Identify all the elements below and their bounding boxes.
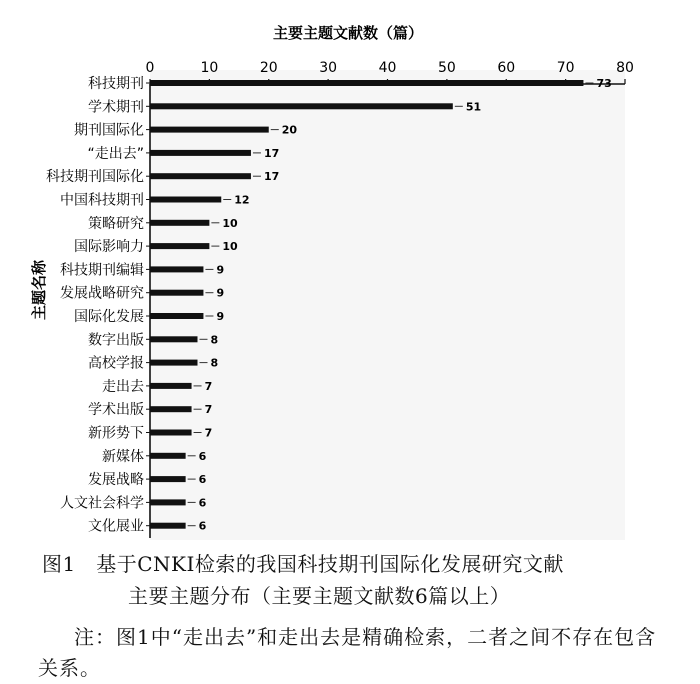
bar bbox=[150, 453, 186, 459]
figure-caption-line-2: 主要主题分布（主要主题文献数6篇以上） bbox=[128, 584, 511, 608]
value-label: 51 bbox=[465, 100, 482, 114]
value-label: 8 bbox=[210, 333, 219, 347]
value-label: 10 bbox=[222, 216, 238, 230]
category-label: 学术期刊 bbox=[88, 99, 144, 116]
category-label: 科技期刊国际化 bbox=[46, 169, 144, 186]
bar bbox=[150, 220, 209, 226]
x-tick-label: 20 bbox=[259, 60, 278, 76]
bar bbox=[150, 383, 192, 389]
value-label: 7 bbox=[204, 379, 213, 393]
value-label: 10 bbox=[222, 240, 238, 254]
value-label: 9 bbox=[216, 286, 225, 300]
x-tick-label: 50 bbox=[437, 60, 456, 76]
category-label: 发展战略研究 bbox=[60, 285, 144, 302]
category-label: 新媒体 bbox=[102, 448, 144, 465]
value-label: 7 bbox=[204, 426, 213, 440]
value-label: 7 bbox=[204, 403, 213, 417]
x-tick-label: 40 bbox=[378, 60, 397, 76]
category-label: 学术出版 bbox=[88, 402, 144, 419]
category-label: 科技期刊编辑 bbox=[60, 262, 144, 279]
x-tick-label: 80 bbox=[616, 60, 634, 76]
category-label: 策略研究 bbox=[88, 215, 144, 232]
figure-caption-line-1: 图1 基于CNKI检索的我国科技期刊国际化发展研究文献 bbox=[42, 552, 564, 576]
x-tick-label: 30 bbox=[319, 60, 338, 76]
category-labels bbox=[46, 75, 144, 535]
x-tick-label: 60 bbox=[497, 60, 516, 76]
bar bbox=[150, 173, 251, 179]
category-label: 期刊国际化 bbox=[74, 122, 144, 139]
category-label: 文化展业 bbox=[88, 518, 144, 535]
chart-title: 主要主题文献数（篇） bbox=[272, 24, 424, 42]
category-label: 科技期刊 bbox=[88, 76, 144, 92]
bar bbox=[150, 243, 209, 249]
x-tick-label: 70 bbox=[556, 60, 575, 76]
value-label: 17 bbox=[263, 146, 280, 160]
bar bbox=[150, 313, 203, 319]
value-label: 6 bbox=[198, 449, 207, 463]
bar bbox=[150, 499, 186, 505]
category-label: 中国科技期刊 bbox=[60, 192, 144, 209]
bar bbox=[150, 476, 186, 482]
bar bbox=[150, 266, 203, 272]
category-label: 数字出版 bbox=[88, 332, 144, 349]
category-label: 国际影响力 bbox=[74, 239, 144, 256]
category-label: 走出去 bbox=[102, 378, 144, 395]
category-label: 国际化发展 bbox=[74, 309, 144, 325]
value-label: 9 bbox=[216, 310, 225, 323]
value-label: 6 bbox=[198, 496, 207, 510]
bar bbox=[150, 360, 198, 366]
plot-area bbox=[150, 70, 625, 540]
value-label: 73 bbox=[596, 77, 612, 90]
y-axis-label: 主题名称 bbox=[30, 259, 48, 321]
category-label: 发展战略 bbox=[88, 472, 144, 489]
bar bbox=[150, 406, 192, 412]
value-label: 9 bbox=[216, 263, 225, 277]
figure-note: 注：图1中“走出去”和走出去是精确检索，二者之间不存在包含关系。 bbox=[38, 625, 657, 680]
bar bbox=[150, 80, 583, 86]
value-label: 6 bbox=[198, 473, 207, 487]
x-tick-label: 0 bbox=[145, 60, 155, 76]
value-label: 17 bbox=[263, 170, 280, 184]
category-label: 新形势下 bbox=[88, 425, 144, 442]
value-label: 8 bbox=[210, 356, 219, 370]
x-tick-label: 10 bbox=[200, 60, 219, 76]
bar bbox=[150, 523, 186, 529]
bar bbox=[150, 197, 221, 203]
bar bbox=[150, 290, 203, 296]
bar bbox=[150, 103, 453, 109]
bar bbox=[150, 150, 251, 156]
bar bbox=[150, 127, 269, 133]
value-label: 12 bbox=[234, 193, 250, 207]
value-label: 6 bbox=[198, 519, 207, 533]
bar bbox=[150, 336, 198, 342]
bar bbox=[150, 430, 192, 436]
category-label: 高校学报 bbox=[88, 355, 144, 372]
category-label: “走出去” bbox=[87, 145, 144, 162]
value-label: 20 bbox=[281, 123, 298, 137]
category-label: 人文社会科学 bbox=[60, 495, 144, 512]
